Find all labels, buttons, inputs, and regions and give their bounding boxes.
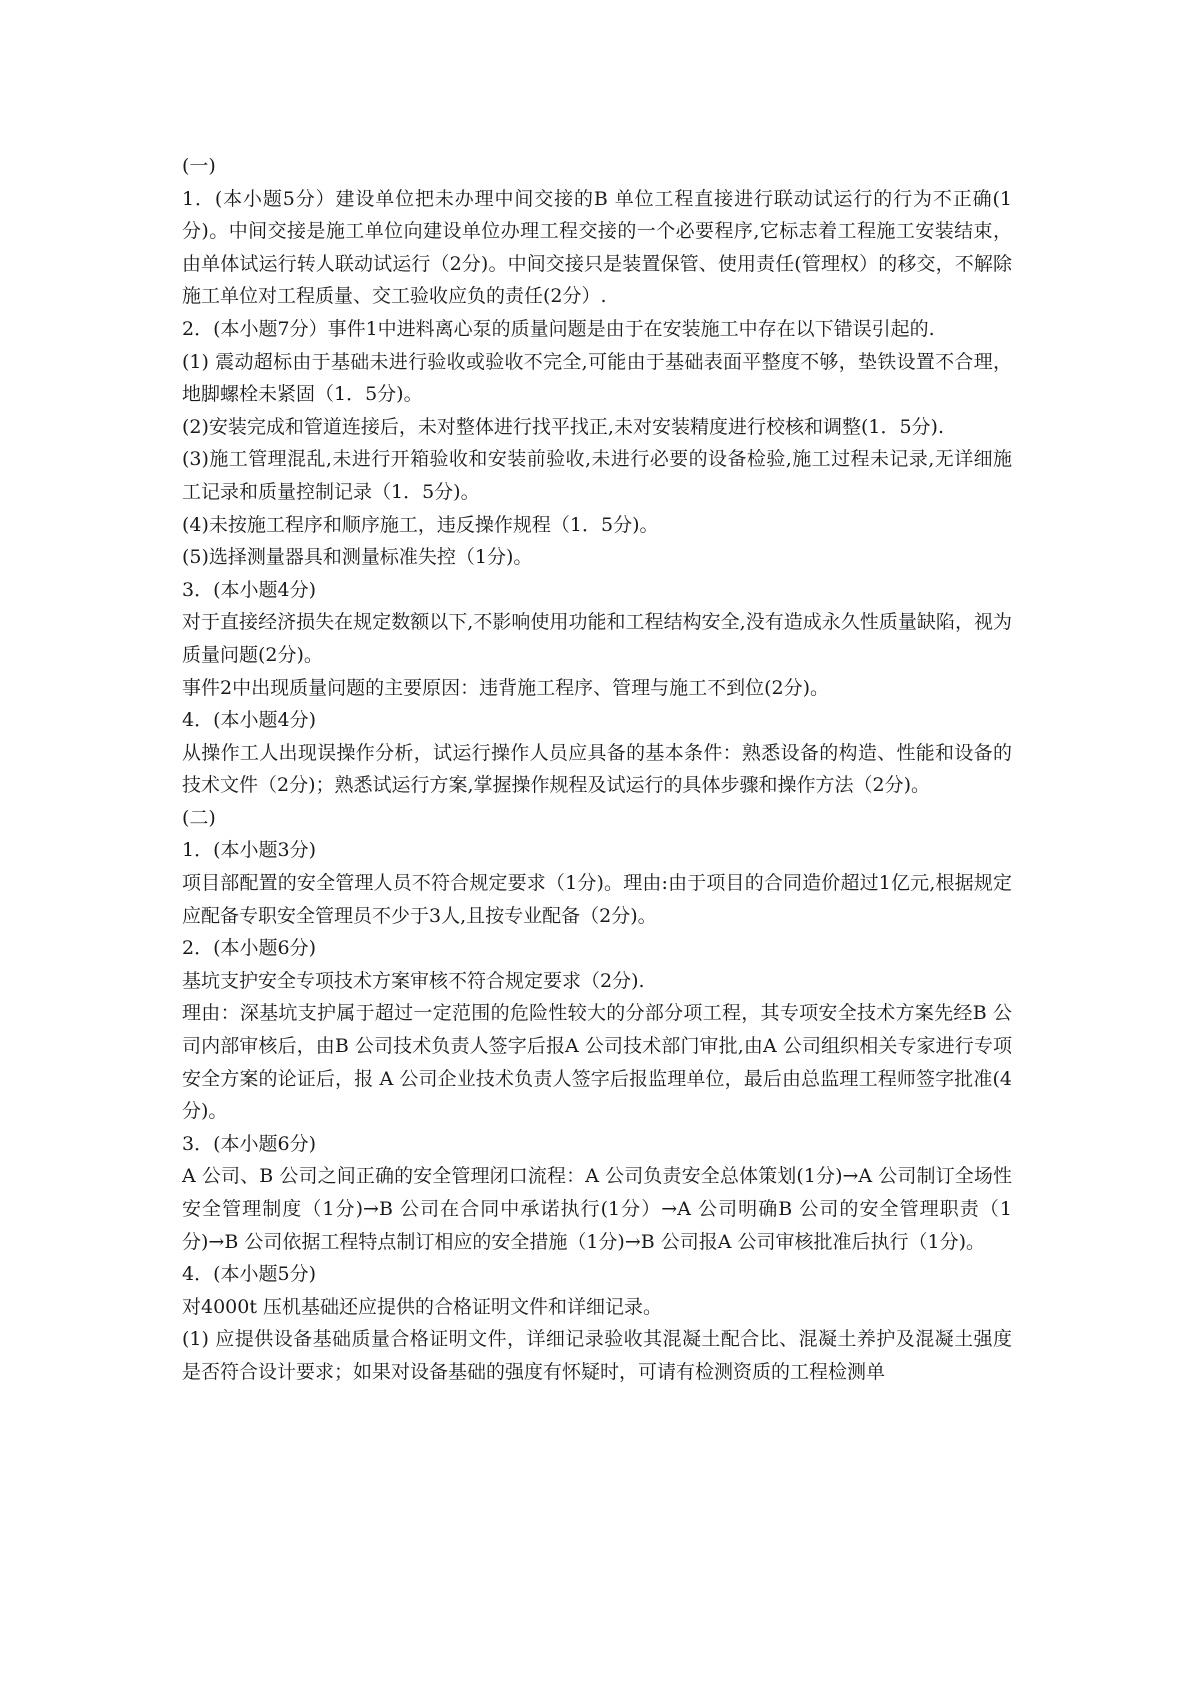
answer-paragraph: (5)选择测量器具和测量标准失控（1分)。 (182, 546, 533, 569)
answer-paragraph: (4)未按施工程序和顺序施工，违反操作规程（1．5分)。 (182, 513, 659, 536)
section-heading-1: (一) (182, 155, 216, 177)
answer-paragraph: 理由：深基坑支护属于超过一定范围的危险性较大的分部分项工程，其专项安全技术方案先经B 公司内部审核后，由B 公司技术负责人签字后报A 公司技术部门审批,由A 公司组织相关专家进行专项安全方案的论证后，报 A 公司企业技术负责人签字后报监理单位，最后由总监理工程师签字批准(4分)。 (182, 1002, 1012, 1123)
answer-paragraph: (1) 震动超标由于基础未进行验收或验收不完全,可能由于基础表面平整度不够，垫铁设置不合理，地脚螺栓未紧固（1．5分)。 (182, 350, 1012, 406)
answer-paragraph: 项目部配置的安全管理人员不符合规定要求（1分)。理由:由于项目的合同造价超过1亿元,根据规定应配备专职安全管理员不少于3人,且按专业配备（2分)。 (182, 872, 1012, 927)
answer-paragraph: (3)施工管理混乱,未进行开箱验收和安装前验收,未进行必要的设备检验,施工过程未记录,无详细施工记录和质量控制记录（1．5分)。 (182, 448, 1012, 503)
question-heading: 1．(本小题3分) (182, 839, 317, 862)
question-heading: 3．(本小题6分) (182, 1132, 317, 1155)
question-heading: 4．(本小题4分) (182, 709, 317, 732)
answer-paragraph: A 公司、B 公司之间正确的安全管理闭口流程：A 公司负责安全总体策划(1分)→A 公司制订全场性安全管理制度（1分)→B 公司在合同中承诺执行(1分）→A 公司明确B 公司的安全管理职责（1分)→B 公司依据工程特点制订相应的安全措施（1分)→B 公司报A 公司审核批准后执行（1分)。 (182, 1165, 1012, 1253)
answer-paragraph: (2)安装完成和管道连接后，未对整体进行找平找正,未对安装精度进行校核和调整(1．5分). (182, 415, 944, 438)
question-heading: 3．(本小题4分) (182, 578, 317, 601)
answer-paragraph: 基坑支护安全专项技术方案审核不符合规定要求（2分). (182, 969, 645, 992)
answer-paragraph: 从操作工人出现误操作分析，试运行操作人员应具备的基本条件：熟悉设备的构造、性能和设备的技术文件（2分)；熟悉试运行方案,掌握操作规程及试运行的具体步骤和操作方法（2分)。 (182, 741, 1012, 797)
answer-paragraph: 2．(本小题7分）事件1中进料离心泵的质量问题是由于在安装施工中存在以下错误引起的. (182, 317, 935, 340)
section-heading-2: (二) (182, 806, 216, 829)
answer-paragraph: 对4000t 压机基础还应提供的合格证明文件和详细记录。 (182, 1295, 663, 1318)
question-heading: 2．(本小题6分) (182, 937, 317, 960)
answer-paragraph: 1．(本小题5分）建设单位把未办理中间交接的B 单位工程直接进行联动试运行的行为不正确(1分)。中间交接是施工单位向建设单位办理工程交接的一个必要程序,它标志着工程施工安装结束，由单体试运行转人联动试运行（2分)。中间交接只是装置保管、使用责任(管理权）的移交，不解除施工单位对工程质量、交工验收应负的责任(2分）. (182, 187, 1012, 308)
answer-text-body (182, 150, 1012, 1389)
question-heading: 4．(本小题5分) (182, 1263, 317, 1286)
answer-paragraph: (1) 应提供设备基础质量合格证明文件，详细记录验收其混凝土配合比、混凝土养护及混凝土强度是否符合设计要求；如果对设备基础的强度有怀疑时，可请有检测资质的工程检测单 (182, 1328, 1012, 1383)
answer-paragraph: 对于直接经济损失在规定数额以下,不影响使用功能和工程结构安全,没有造成永久性质量缺陷，视为质量问题(2分)。 (182, 611, 1012, 666)
answer-paragraph: 事件2中出现质量问题的主要原因：违背施工程序、管理与施工不到位(2分)。 (182, 676, 830, 699)
